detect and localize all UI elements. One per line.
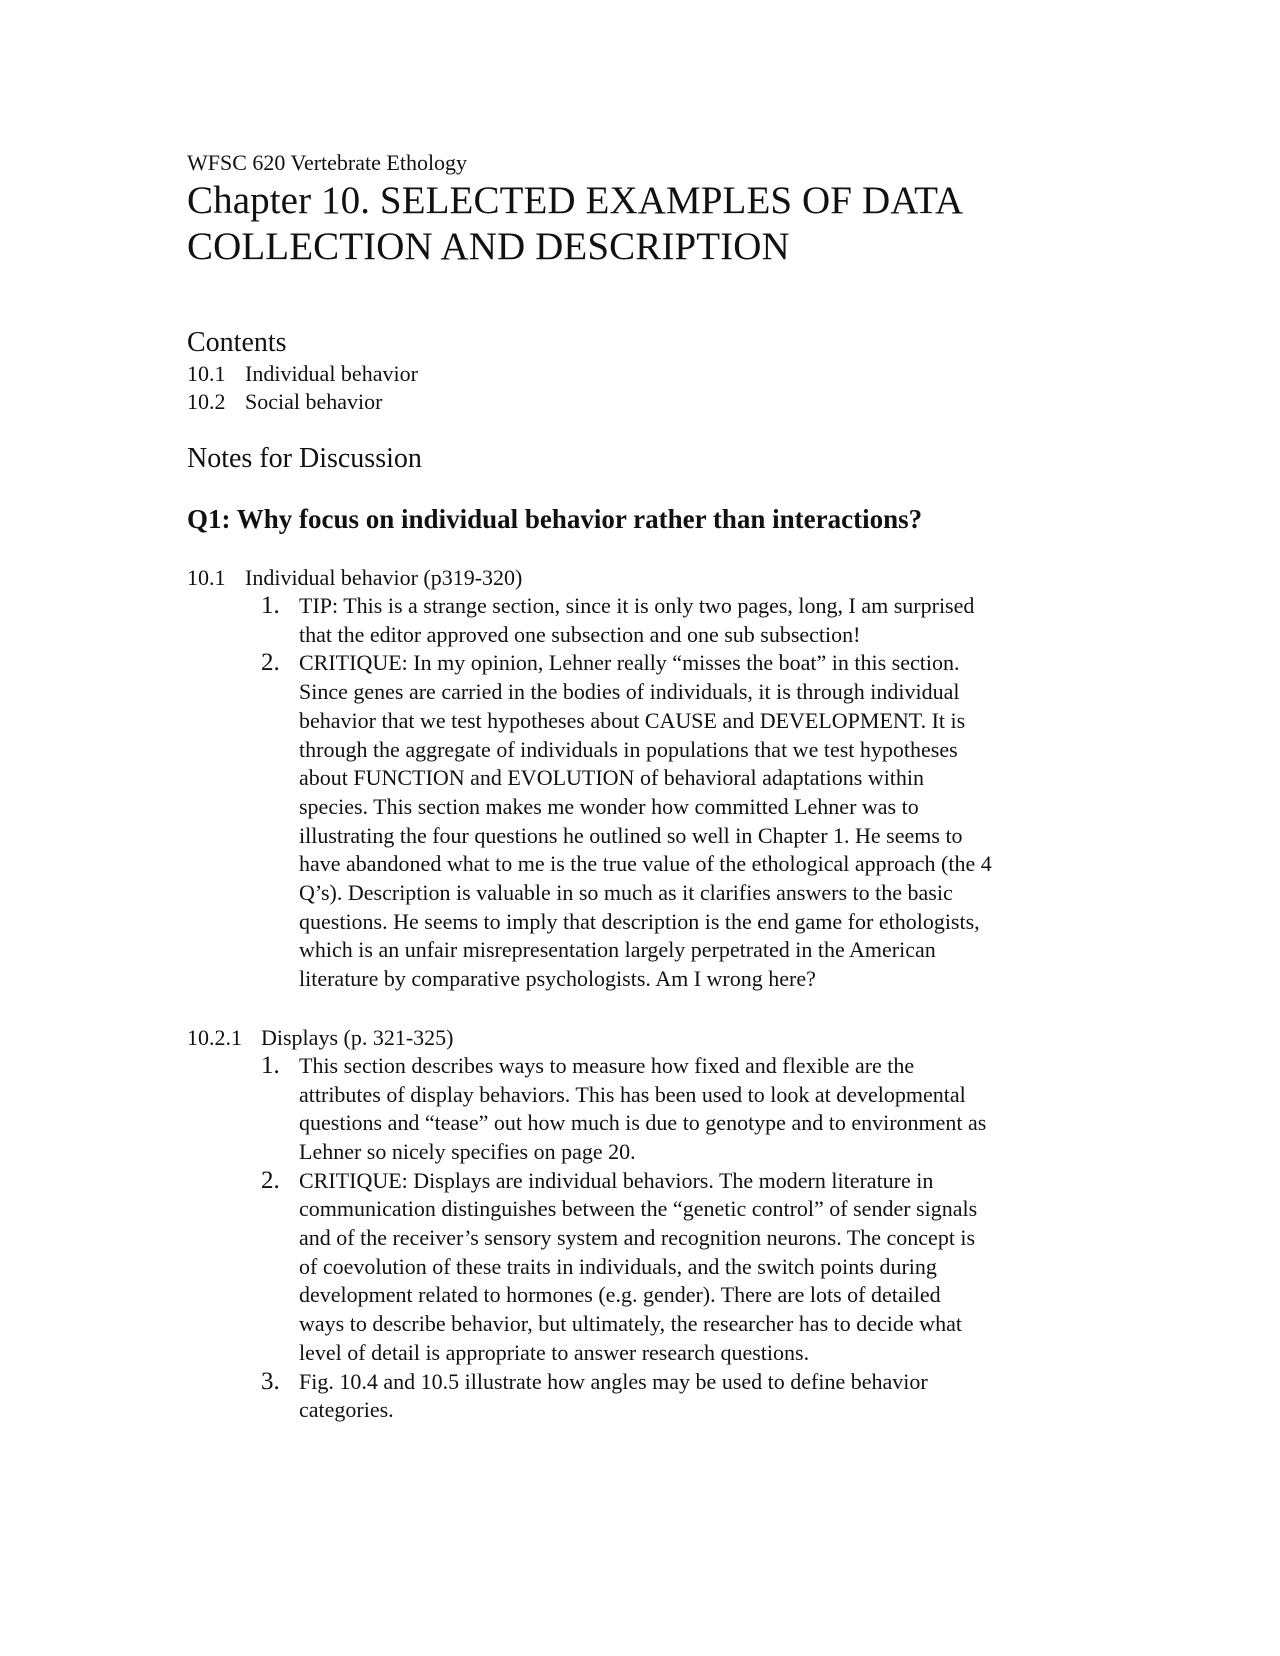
list-item-line: Fig. 10.4 and 10.5 illustrate how angles may be used to define behavior <box>299 1368 928 1394</box>
chapter-title-line-1: Chapter 10. SELECTED EXAMPLES OF DATA <box>187 179 964 222</box>
chapter-title <box>187 178 1087 270</box>
list-item-line: level of detail is appropriate to answer research questions. <box>299 1339 810 1365</box>
list-item-line: questions and “tease” out how much is due to genotype and to environment as <box>299 1110 987 1136</box>
list-item-line: behavior that we test hypotheses about CAUSE and DEVELOPMENT. It is <box>299 707 966 733</box>
list-item <box>187 1167 1087 1368</box>
toc-item-label: Individual behavior <box>245 361 418 386</box>
list-item-line: CRITIQUE: Displays are individual behaviors. The modern literature in <box>299 1167 934 1193</box>
list-item-number: 1. <box>261 1051 280 1079</box>
list-item-line: that the editor approved one subsection and one sub subsection! <box>299 621 861 647</box>
list-item-line: literature by comparative psychologists. Am I wrong here? <box>299 966 816 992</box>
section-number: 10.1 <box>187 565 226 590</box>
list-item-line: of coevolution of these traits in individuals, and the switch points during <box>299 1253 937 1279</box>
list-item-line: This section describes ways to measure how fixed and flexible are the <box>299 1052 915 1078</box>
list-item-number: 1. <box>261 592 280 619</box>
list-item-line: species. This section makes me wonder how committed Lehner was to <box>299 793 919 819</box>
toc-item <box>187 388 1087 416</box>
section-title: Displays (p. 321-325) <box>261 1024 454 1050</box>
list-item-line: ways to describe behavior, but ultimately, the researcher has to decide what <box>299 1311 962 1337</box>
list-item-line: attributes of display behaviors. This has been used to look at developmental <box>299 1081 966 1107</box>
list-item-line: through the aggregate of individuals in populations that we test hypotheses <box>299 736 958 762</box>
list-item-number: 3. <box>261 1367 280 1395</box>
list-item <box>187 649 1087 993</box>
list-item-line: development related to hormones (e.g. gender). There are lots of detailed <box>299 1282 941 1308</box>
list-item <box>187 1368 1087 1425</box>
course-title: WFSC 620 Vertebrate Ethology <box>187 150 468 175</box>
list-item-line: CRITIQUE: In my opinion, Lehner really “misses the boat” in this section. <box>299 650 960 676</box>
list-item-line: Since genes are carried in the bodies of individuals, it is through individual <box>299 679 960 705</box>
list-item-line: categories. <box>299 1397 394 1423</box>
list-item-line: TIP: This is a strange section, since it is only two pages, long, I am surprised <box>299 593 975 618</box>
list-item <box>187 1052 1087 1167</box>
list-item-line: have abandoned what to me is the true value of the ethological approach (the 4 <box>299 851 992 877</box>
list-item-line: questions. He seems to imply that description is the end game for ethologists, <box>299 908 980 934</box>
toc-item-label: Social behavior <box>245 389 383 414</box>
list-item <box>187 592 1087 649</box>
notes-heading: Notes for Discussion <box>187 443 422 474</box>
list-item-line: about FUNCTION and EVOLUTION of behavioral adaptations within <box>299 765 925 791</box>
toc-item <box>187 360 1087 388</box>
list-item-number: 2. <box>261 1166 280 1194</box>
section-title: Individual behavior (p319-320) <box>245 565 523 590</box>
section-heading <box>187 564 1087 592</box>
chapter-title-line-2: COLLECTION AND DESCRIPTION <box>187 225 790 268</box>
toc-item-number: 10.2 <box>187 389 226 414</box>
list-item-line: Q’s). Description is valuable in so much as it clarifies answers to the basic <box>299 880 953 906</box>
section-number: 10.2.1 <box>187 1024 242 1050</box>
list-item-line: illustrating the four questions he outlined so well in Chapter 1. He seems to <box>299 822 963 848</box>
contents-heading: Contents <box>187 327 287 358</box>
list-item-line: and of the receiver’s sensory system and recognition neurons. The concept is <box>299 1225 976 1251</box>
list-item-line: communication distinguishes between the “genetic control” of sender signals <box>299 1196 978 1222</box>
list-item-line: which is an unfair misrepresentation largely perpetrated in the American <box>299 937 936 963</box>
section-heading <box>187 1024 1087 1052</box>
toc-item-number: 10.1 <box>187 361 226 386</box>
list-item-line: Lehner so nicely specifies on page 20. <box>299 1138 636 1164</box>
document-body <box>187 148 1087 1425</box>
list-item-number: 2. <box>261 649 280 677</box>
discussion-question: Q1: Why focus on individual behavior rather than interactions? <box>187 504 923 534</box>
